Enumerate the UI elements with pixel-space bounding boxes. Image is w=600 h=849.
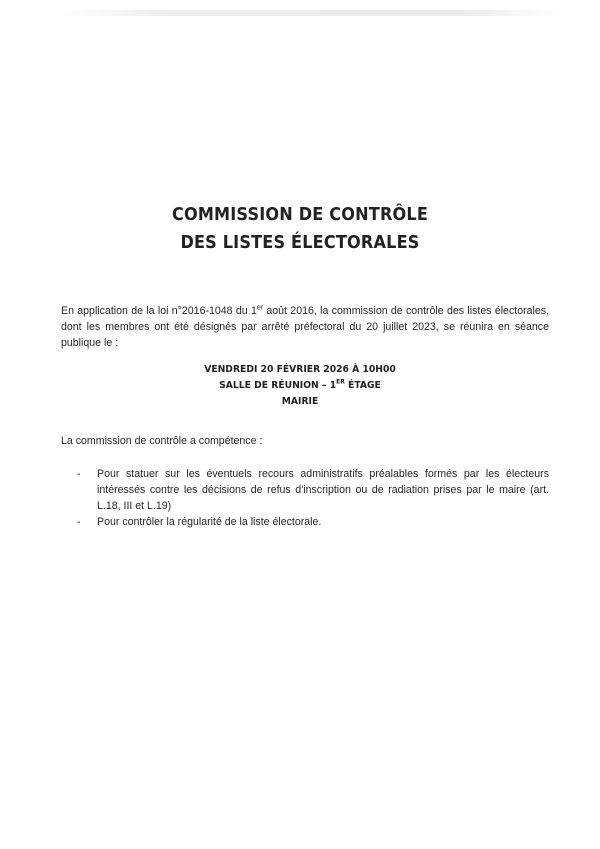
meeting-room-floor: ÉTAGE [344, 380, 381, 391]
meeting-place: MAIRIE [281, 396, 319, 407]
title-line-2: DES LISTES ÉLECTORALES [180, 233, 420, 253]
document-title [24, 201, 576, 257]
list-item [61, 514, 549, 530]
meeting-date: VENDREDI 20 FÉVRIER 2026 À 10H00 [204, 364, 396, 375]
meeting-details [24, 362, 576, 410]
bullet-marker: - [77, 468, 81, 480]
list-item-text: Pour statuer sur les éventuels recours administratifs préalables formés par les électeurs intéressés contre les décisions de refus d'inscription ou de radiation prises par le maire (art. L.18, III et L.19) [97, 468, 549, 512]
title-line-1: COMMISSION DE CONTRÔLE [171, 205, 429, 225]
intro-text-1: En application de la loi n°2016-1048 du 1 [61, 305, 257, 317]
list-item-text: Pour contrôler la régularité de la liste électorale. [97, 516, 322, 528]
competence-list [61, 466, 549, 530]
meeting-room [24, 378, 576, 394]
meeting-room-text: SALLE DE RÉUNION – 1 [219, 380, 337, 391]
list-item [61, 466, 549, 514]
meeting-room-superscript: ER [336, 377, 345, 386]
competence-intro: La commission de contrôle a compétence : [61, 435, 263, 447]
intro-superscript: er [256, 304, 264, 312]
scan-artifact [60, 10, 560, 16]
bullet-marker: - [77, 516, 81, 528]
intro-text-2: août 2016, la commission de contrôle des listes électorales, dont les membres ont été désignés par arrêté préfectoral du 20 juillet 2023, se réunira en séance publique le : [61, 305, 549, 349]
intro-paragraph [61, 303, 549, 351]
